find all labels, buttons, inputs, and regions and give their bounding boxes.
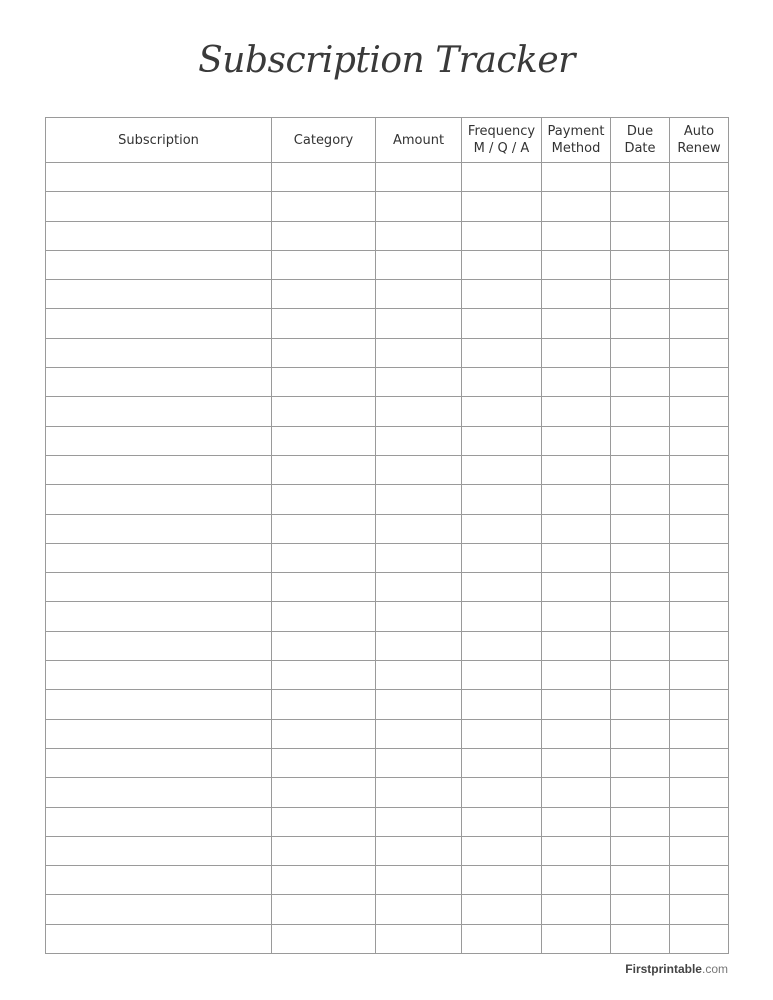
table-cell[interactable] xyxy=(376,631,462,660)
table-cell[interactable] xyxy=(542,836,611,865)
table-cell[interactable] xyxy=(462,690,542,719)
table-cell[interactable] xyxy=(272,192,376,221)
table-cell[interactable] xyxy=(376,661,462,690)
table-cell[interactable] xyxy=(670,690,729,719)
table-cell[interactable] xyxy=(611,485,670,514)
table-cell[interactable] xyxy=(462,778,542,807)
table-cell[interactable] xyxy=(272,543,376,572)
table-cell[interactable] xyxy=(272,807,376,836)
table-cell[interactable] xyxy=(272,866,376,895)
table-cell[interactable] xyxy=(670,602,729,631)
table-cell[interactable] xyxy=(670,485,729,514)
table-cell[interactable] xyxy=(272,455,376,484)
table-cell[interactable] xyxy=(611,163,670,192)
table-cell[interactable] xyxy=(670,866,729,895)
table-cell[interactable] xyxy=(376,280,462,309)
table-row xyxy=(46,690,729,719)
table-cell[interactable] xyxy=(542,338,611,367)
table-cell[interactable] xyxy=(272,748,376,777)
table-cell[interactable] xyxy=(272,309,376,338)
table-cell[interactable] xyxy=(46,631,272,660)
table-cell[interactable] xyxy=(46,602,272,631)
table-cell[interactable] xyxy=(542,895,611,924)
table-cell[interactable] xyxy=(611,455,670,484)
table-cell[interactable] xyxy=(670,778,729,807)
table-cell[interactable] xyxy=(670,250,729,279)
table-cell[interactable] xyxy=(670,192,729,221)
table-row xyxy=(46,485,729,514)
table-cell[interactable] xyxy=(272,163,376,192)
table-cell[interactable] xyxy=(46,748,272,777)
table-cell[interactable] xyxy=(611,192,670,221)
table-row xyxy=(46,338,729,367)
table-cell[interactable] xyxy=(542,397,611,426)
table-body xyxy=(46,163,729,954)
table-cell[interactable] xyxy=(670,455,729,484)
table-cell[interactable] xyxy=(376,309,462,338)
table-cell[interactable] xyxy=(272,602,376,631)
table-header-row xyxy=(46,118,729,163)
table-cell[interactable] xyxy=(376,397,462,426)
column-header-amount: Amount xyxy=(376,118,462,163)
table-cell[interactable] xyxy=(542,543,611,572)
table-row xyxy=(46,661,729,690)
page-title: Subscription Tracker xyxy=(198,40,575,81)
table-cell[interactable] xyxy=(462,163,542,192)
table-cell[interactable] xyxy=(611,748,670,777)
table-cell[interactable] xyxy=(542,163,611,192)
brand-footer xyxy=(625,962,728,976)
table-cell[interactable] xyxy=(611,778,670,807)
table-cell[interactable] xyxy=(272,836,376,865)
table-cell[interactable] xyxy=(376,485,462,514)
column-header-due-date: Due Date xyxy=(611,118,670,163)
table-cell[interactable] xyxy=(670,426,729,455)
table-cell[interactable] xyxy=(46,250,272,279)
table-cell[interactable] xyxy=(462,338,542,367)
table-row xyxy=(46,748,729,777)
table-row xyxy=(46,192,729,221)
table-cell[interactable] xyxy=(272,631,376,660)
table-cell[interactable] xyxy=(670,719,729,748)
table-row xyxy=(46,778,729,807)
table-cell[interactable] xyxy=(542,924,611,953)
table-cell[interactable] xyxy=(272,338,376,367)
column-header-category: Category xyxy=(272,118,376,163)
table-cell[interactable] xyxy=(670,661,729,690)
subscription-table xyxy=(45,117,729,954)
table-cell[interactable] xyxy=(611,397,670,426)
table-cell[interactable] xyxy=(462,280,542,309)
table-cell[interactable] xyxy=(611,690,670,719)
table-cell[interactable] xyxy=(272,485,376,514)
table-cell[interactable] xyxy=(462,485,542,514)
table-cell[interactable] xyxy=(670,573,729,602)
table-cell[interactable] xyxy=(670,924,729,953)
table-cell[interactable] xyxy=(46,309,272,338)
table-cell[interactable] xyxy=(611,661,670,690)
table-cell[interactable] xyxy=(46,807,272,836)
table-cell[interactable] xyxy=(462,543,542,572)
table-cell[interactable] xyxy=(542,866,611,895)
column-header-auto-renew: Auto Renew xyxy=(670,118,729,163)
table-row xyxy=(46,163,729,192)
table-cell[interactable] xyxy=(376,573,462,602)
table-cell[interactable] xyxy=(462,836,542,865)
table-cell[interactable] xyxy=(46,397,272,426)
table-cell[interactable] xyxy=(462,661,542,690)
table-cell[interactable] xyxy=(542,309,611,338)
table-cell[interactable] xyxy=(462,924,542,953)
table-cell[interactable] xyxy=(670,309,729,338)
table-cell[interactable] xyxy=(272,924,376,953)
table-cell[interactable] xyxy=(462,573,542,602)
table-cell[interactable] xyxy=(611,719,670,748)
table-cell[interactable] xyxy=(46,924,272,953)
table-cell[interactable] xyxy=(46,543,272,572)
table-cell[interactable] xyxy=(542,485,611,514)
table-cell[interactable] xyxy=(542,690,611,719)
table-cell[interactable] xyxy=(462,807,542,836)
table-cell[interactable] xyxy=(462,368,542,397)
table-cell[interactable] xyxy=(462,514,542,543)
table-cell[interactable] xyxy=(542,602,611,631)
table-row xyxy=(46,455,729,484)
table-cell[interactable] xyxy=(542,631,611,660)
table-cell[interactable] xyxy=(611,221,670,250)
table-cell[interactable] xyxy=(462,426,542,455)
table-cell[interactable] xyxy=(611,280,670,309)
table-cell[interactable] xyxy=(376,543,462,572)
table-cell[interactable] xyxy=(611,250,670,279)
table-cell[interactable] xyxy=(462,250,542,279)
table-cell[interactable] xyxy=(46,338,272,367)
table-cell[interactable] xyxy=(272,397,376,426)
column-header-subscription: Subscription xyxy=(46,118,272,163)
table-cell[interactable] xyxy=(376,338,462,367)
table-row xyxy=(46,836,729,865)
brand-name: Firstprintable xyxy=(625,962,702,976)
table-cell[interactable] xyxy=(542,661,611,690)
table-row xyxy=(46,280,729,309)
table-cell[interactable] xyxy=(542,573,611,602)
table-cell[interactable] xyxy=(46,836,272,865)
table-row xyxy=(46,924,729,953)
table-cell[interactable] xyxy=(542,455,611,484)
table-cell[interactable] xyxy=(46,426,272,455)
table-cell[interactable] xyxy=(670,368,729,397)
table-cell[interactable] xyxy=(376,807,462,836)
table-cell[interactable] xyxy=(462,866,542,895)
table-cell[interactable] xyxy=(670,748,729,777)
table-row xyxy=(46,631,729,660)
table-cell[interactable] xyxy=(542,514,611,543)
table-cell[interactable] xyxy=(462,397,542,426)
table-cell[interactable] xyxy=(462,309,542,338)
table-cell[interactable] xyxy=(670,338,729,367)
table-cell[interactable] xyxy=(670,280,729,309)
table-cell[interactable] xyxy=(462,895,542,924)
table-cell[interactable] xyxy=(46,455,272,484)
table-row xyxy=(46,368,729,397)
table-cell[interactable] xyxy=(46,280,272,309)
table-cell[interactable] xyxy=(542,426,611,455)
table-cell[interactable] xyxy=(542,250,611,279)
table-row xyxy=(46,807,729,836)
table-cell[interactable] xyxy=(542,778,611,807)
table-cell[interactable] xyxy=(376,602,462,631)
table-cell[interactable] xyxy=(272,514,376,543)
table-cell[interactable] xyxy=(46,661,272,690)
table-cell[interactable] xyxy=(611,602,670,631)
table-cell[interactable] xyxy=(46,690,272,719)
table-row xyxy=(46,309,729,338)
table-cell[interactable] xyxy=(376,221,462,250)
table-cell[interactable] xyxy=(272,661,376,690)
table-cell[interactable] xyxy=(462,602,542,631)
brand-tld: .com xyxy=(701,962,728,976)
table-cell[interactable] xyxy=(542,748,611,777)
table-cell[interactable] xyxy=(272,280,376,309)
table-cell[interactable] xyxy=(46,485,272,514)
table-cell[interactable] xyxy=(611,807,670,836)
table-cell[interactable] xyxy=(611,309,670,338)
table-cell[interactable] xyxy=(670,836,729,865)
table-cell[interactable] xyxy=(46,163,272,192)
table-cell[interactable] xyxy=(611,836,670,865)
table-cell[interactable] xyxy=(611,514,670,543)
table-cell[interactable] xyxy=(462,748,542,777)
table-cell[interactable] xyxy=(376,690,462,719)
table-cell[interactable] xyxy=(462,221,542,250)
column-header-frequency: Frequency M / Q / A xyxy=(462,118,542,163)
table-cell[interactable] xyxy=(376,748,462,777)
table-row xyxy=(46,221,729,250)
table-cell[interactable] xyxy=(376,778,462,807)
table-cell[interactable] xyxy=(611,895,670,924)
table-cell[interactable] xyxy=(611,924,670,953)
table-cell[interactable] xyxy=(46,895,272,924)
table-cell[interactable] xyxy=(376,514,462,543)
table-cell[interactable] xyxy=(376,924,462,953)
table-cell[interactable] xyxy=(670,543,729,572)
table-row xyxy=(46,866,729,895)
table-cell[interactable] xyxy=(376,895,462,924)
table-cell[interactable] xyxy=(542,280,611,309)
table-cell[interactable] xyxy=(376,163,462,192)
table-cell[interactable] xyxy=(670,807,729,836)
table-cell[interactable] xyxy=(272,426,376,455)
table-cell[interactable] xyxy=(376,368,462,397)
table-cell[interactable] xyxy=(611,368,670,397)
table-cell[interactable] xyxy=(272,250,376,279)
table-row xyxy=(46,895,729,924)
table-cell[interactable] xyxy=(462,631,542,660)
table-cell[interactable] xyxy=(542,807,611,836)
table-cell[interactable] xyxy=(462,719,542,748)
table-cell[interactable] xyxy=(46,192,272,221)
table-cell[interactable] xyxy=(376,836,462,865)
table-cell[interactable] xyxy=(611,543,670,572)
table-cell[interactable] xyxy=(272,895,376,924)
table-row xyxy=(46,514,729,543)
table-cell[interactable] xyxy=(46,778,272,807)
table-cell[interactable] xyxy=(542,719,611,748)
table-row xyxy=(46,573,729,602)
table-cell[interactable] xyxy=(376,192,462,221)
table-cell[interactable] xyxy=(46,573,272,602)
table-cell[interactable] xyxy=(46,866,272,895)
table-cell[interactable] xyxy=(272,719,376,748)
table-cell[interactable] xyxy=(462,455,542,484)
table-cell[interactable] xyxy=(376,250,462,279)
table-cell[interactable] xyxy=(611,426,670,455)
table-row xyxy=(46,719,729,748)
table-cell[interactable] xyxy=(272,690,376,719)
table-cell[interactable] xyxy=(611,573,670,602)
table-cell[interactable] xyxy=(611,631,670,660)
table-cell[interactable] xyxy=(272,778,376,807)
table-cell[interactable] xyxy=(670,631,729,660)
table-cell[interactable] xyxy=(272,573,376,602)
table-cell[interactable] xyxy=(542,192,611,221)
table-cell[interactable] xyxy=(46,719,272,748)
table-cell[interactable] xyxy=(670,895,729,924)
table-cell[interactable] xyxy=(376,426,462,455)
table-cell[interactable] xyxy=(611,338,670,367)
table-cell[interactable] xyxy=(376,455,462,484)
table-row xyxy=(46,602,729,631)
table-cell[interactable] xyxy=(46,368,272,397)
table-cell[interactable] xyxy=(542,221,611,250)
table-cell[interactable] xyxy=(272,221,376,250)
table-cell[interactable] xyxy=(670,514,729,543)
table-cell[interactable] xyxy=(670,163,729,192)
table-cell[interactable] xyxy=(46,221,272,250)
table-cell[interactable] xyxy=(542,368,611,397)
table-cell[interactable] xyxy=(611,866,670,895)
table-cell[interactable] xyxy=(376,719,462,748)
table-row xyxy=(46,250,729,279)
table-row xyxy=(46,426,729,455)
table-cell[interactable] xyxy=(46,514,272,543)
table-cell[interactable] xyxy=(376,866,462,895)
table-cell[interactable] xyxy=(272,368,376,397)
table-cell[interactable] xyxy=(462,192,542,221)
table-row xyxy=(46,397,729,426)
column-header-payment-method: Payment Method xyxy=(542,118,611,163)
table-row xyxy=(46,543,729,572)
table-cell[interactable] xyxy=(670,221,729,250)
table-cell[interactable] xyxy=(670,397,729,426)
